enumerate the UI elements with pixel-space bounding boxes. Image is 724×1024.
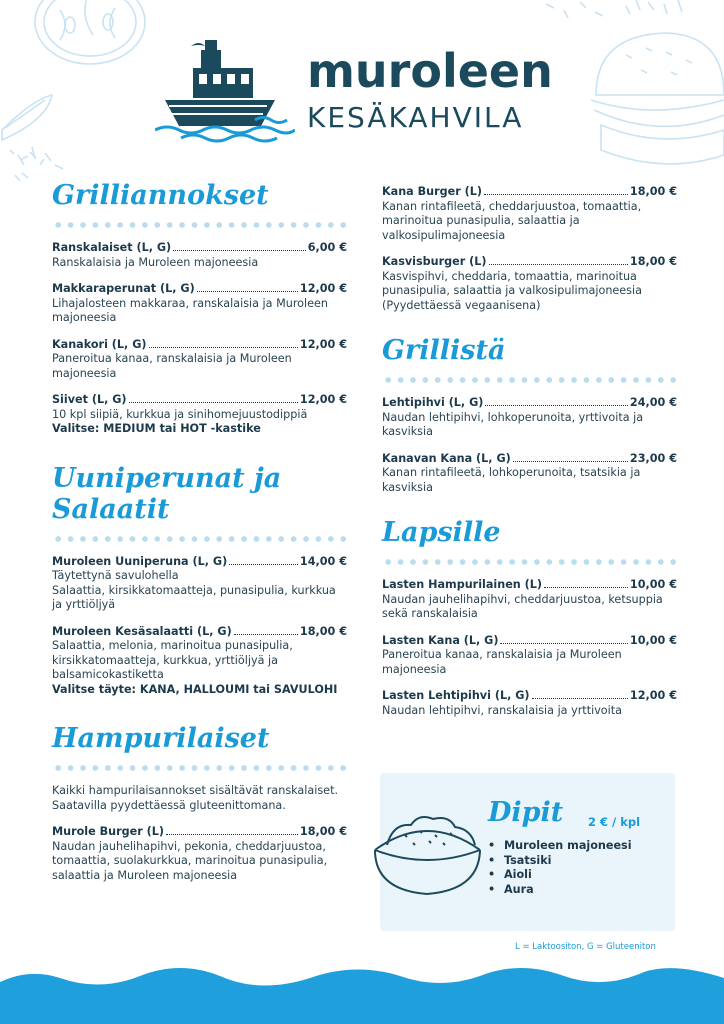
item-name: Kana Burger (L) (382, 185, 482, 198)
item-description: Paneroitua kanaa, ranskalaisia ja Muroleen majoneesia (382, 648, 622, 676)
menu-item (52, 338, 347, 382)
section-lapsille (382, 517, 677, 718)
item-description: Kanan rintafileetä, cheddarjuustoa, tomaattia, marinoitua punasipulia, salaattia ja valkosipulimajoneesia (382, 199, 642, 242)
item-description: Salaattia, melonia, marinoitua punasipulia, kirsikkatomaatteja, kurkkua, yrttiöljyä ja balsamicokastiketta (52, 639, 293, 682)
dot-leader (532, 698, 628, 699)
item-price: 24,00 € (629, 396, 677, 410)
dips-box (380, 773, 675, 931)
wave-footer (0, 962, 724, 1024)
dip-item: • Tsatsiki (488, 854, 632, 869)
item-note: Valitse täyte: KANA, HALLOUMI tai SAVULOHI (52, 682, 338, 696)
item-price: 12,00 € (629, 689, 677, 703)
crumbs-icon (540, 0, 610, 25)
section-title: Lapsille (382, 517, 501, 549)
item-description: Naudan jauhelihapihvi, cheddarjuustoa, ketsuppia sekä ranskalaisia (382, 592, 663, 621)
header (155, 38, 575, 148)
item-price: 10,00 € (629, 633, 677, 647)
item-name: Kasvisburger (L) (382, 255, 487, 268)
dotted-divider (382, 376, 677, 384)
item-name: Lehtipihvi (L, G) (382, 396, 484, 410)
dip-bowl-icon (365, 805, 490, 900)
dips-list (488, 839, 632, 897)
item-name: Kanavan Kana (L, G) (382, 451, 511, 465)
item-price: 12,00 € (299, 337, 347, 351)
dot-leader (229, 564, 298, 565)
dips-price: 2 € / kpl (588, 815, 641, 829)
dot-leader (500, 643, 627, 644)
dip-item: • Aioli (488, 868, 632, 883)
menu-item (52, 241, 347, 270)
dip-item: • Muroleen majoneesi (488, 839, 632, 854)
menu-item (52, 282, 347, 326)
menu-item (52, 393, 347, 437)
item-price: 18,00 € (299, 624, 347, 638)
menu-item (382, 634, 677, 678)
dot-leader (485, 405, 628, 406)
item-description: Kasvispihvi, cheddaria, tomaattia, marinoitua punasipulia, salaattia ja valkosipulimajoneesia (Pyydettäessä vegaanisena) (382, 269, 642, 312)
dot-leader (234, 634, 298, 635)
dot-leader (484, 194, 628, 195)
item-description: 10 kpl siipiä, kurkkua ja sinihomejuustodippiä (52, 407, 308, 421)
item-description: Salaattia, kirsikkatomaatteja, punasipulia, kurkkua ja yrttiöljyä (52, 583, 336, 612)
item-name: Muroleen Kesäsalaatti (L, G) (52, 624, 232, 638)
menu-item (52, 625, 347, 698)
item-description: Lihajalosteen makkaraa, ranskalaisia ja Muroleen majoneesia (52, 296, 328, 325)
item-price: 18,00 € (629, 255, 677, 268)
menu-item (52, 825, 347, 883)
item-price: 18,00 € (629, 185, 677, 198)
brand-subtitle: KESÄKAHVILA (307, 101, 524, 134)
section-intro: Kaikki hampurilaisannokset sisältävät ranskalaiset. Saatavilla pyydettäessä gluteenittomana. (52, 784, 339, 812)
menu-item (382, 396, 677, 440)
section-grillista (382, 335, 677, 495)
left-column (52, 180, 347, 895)
section-hampurilaiset (52, 723, 347, 883)
item-name: Kanakori (L, G) (52, 337, 147, 351)
dip-item: • Aura (488, 883, 632, 898)
dot-leader (129, 402, 298, 403)
fries-sketch-icon (10, 135, 70, 180)
item-name: Lasten Kana (L, G) (382, 633, 499, 647)
section-uuniperunat (52, 463, 347, 698)
dot-leader (197, 291, 298, 292)
dot-leader (149, 347, 298, 348)
item-price: 14,00 € (299, 554, 347, 568)
item-name: Muroleen Uuniperuna (L, G) (52, 554, 228, 568)
item-description: Ranskalaisia ja Muroleen majoneesia (52, 255, 259, 269)
menu-item (382, 255, 677, 313)
menu-item (382, 452, 677, 496)
item-price: 23,00 € (629, 451, 677, 465)
dotted-divider (52, 535, 347, 543)
dotted-divider (382, 558, 677, 566)
item-price: 10,00 € (629, 578, 677, 592)
burger-icon (586, 0, 724, 175)
dot-leader (513, 461, 628, 462)
menu-item (52, 555, 347, 613)
dotted-divider (52, 764, 347, 772)
item-name: Lasten Lehtipihvi (L, G) (382, 689, 530, 703)
dot-leader (166, 834, 298, 835)
item-description: Paneroitua kanaa, ranskalaisia ja Muroleen majoneesia (52, 352, 292, 380)
item-note: Valitse: MEDIUM tai HOT -kastike (52, 422, 261, 436)
item-name: Lasten Hampurilainen (L) (382, 578, 543, 592)
dotted-divider (52, 221, 347, 229)
item-name: Ranskalaiset (L, G) (52, 241, 172, 255)
item-price: 12,00 € (299, 393, 347, 407)
item-description: Täytettynä savulohella (52, 569, 179, 583)
dot-leader (173, 250, 306, 251)
tomato-slice-icon (30, 0, 150, 70)
menu-item (382, 185, 677, 243)
section-burgers-continued (382, 185, 677, 313)
section-title: Grillistä (382, 335, 506, 366)
dips-title: Dipit (488, 797, 564, 828)
item-price: 6,00 € (307, 241, 347, 255)
section-title: Hampurilaiset (52, 723, 270, 755)
section-title-line1: Uuniperunat ja (52, 462, 282, 494)
item-price: 12,00 € (299, 282, 347, 296)
menu-item (382, 578, 677, 622)
item-description: Naudan lehtipihvi, ranskalaisia ja yrttivoita (382, 703, 623, 717)
section-grilliannokset (52, 180, 347, 437)
item-description: Kanan rintafileetä, lohkoperunoita, tsatsikia ja kasviksia (382, 466, 641, 494)
section-title: Grilliannokset (52, 180, 269, 211)
steamboat-icon (155, 38, 295, 143)
item-name: Siivet (L, G) (52, 393, 127, 407)
item-description: Naudan jauhelihapihvi, pekonia, cheddarjuustoa, tomaattia, suolakurkkua, marinoitua punasipulia, salaattia ja Muroleen majoneesia (52, 839, 328, 882)
dot-leader (489, 264, 628, 265)
item-description: Naudan lehtipihvi, lohkoperunoita, yrttivoita ja kasviksia (382, 410, 644, 439)
right-column (382, 185, 677, 730)
item-name: Makkaraperunat (L, G) (52, 282, 195, 296)
menu-item (382, 689, 677, 718)
brand-name: muroleen (307, 44, 553, 98)
item-name: Murole Burger (L) (52, 825, 164, 839)
section-title-line2: Salaatit (52, 493, 170, 525)
item-price: 18,00 € (299, 825, 347, 839)
dot-leader (544, 587, 628, 588)
allergen-legend: L = Laktoositon, G = Gluteeniton (515, 942, 656, 952)
